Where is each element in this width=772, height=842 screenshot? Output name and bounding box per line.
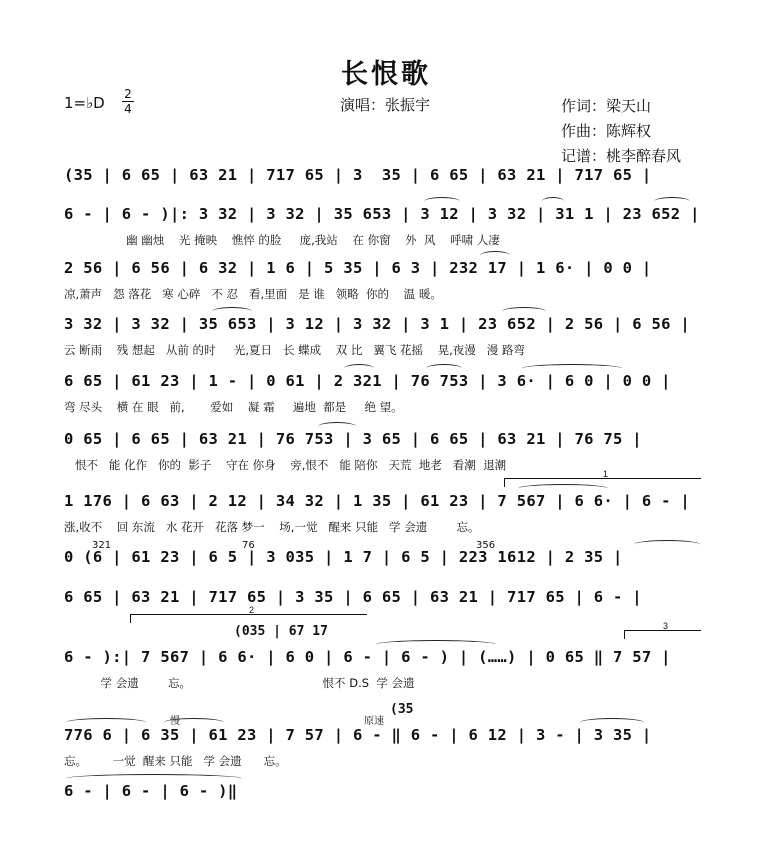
grace-note: 356 bbox=[476, 540, 496, 551]
slur-mark bbox=[376, 640, 496, 649]
notation-line: 6 65 | 63 21 | 717 65 | 3 35 | 6 65 | 63 21 | 717 65 | 6 - | bbox=[64, 588, 642, 606]
volta-number: 2 bbox=[249, 605, 255, 615]
slur-mark bbox=[66, 774, 242, 783]
time-signature-top: 2 bbox=[124, 87, 132, 101]
notation-line: 0 65 | 6 65 | 63 21 | 76 753 | 3 65 | 6 65 | 63 21 | 76 75 | bbox=[64, 430, 642, 448]
original-lead-notation: (35 bbox=[390, 702, 414, 717]
key-signature: 1=♭D bbox=[64, 94, 105, 112]
notation-line: 3 32 | 3 32 | 35 653 | 3 12 | 3 32 | 3 1 | 23 652 | 2 56 | 6 56 | bbox=[64, 315, 691, 333]
volta-number: 1 bbox=[603, 469, 609, 479]
notation-line: 1 176 | 6 63 | 2 12 | 34 32 | 1 35 | 61 23 | 7 567 | 6 6· | 6 - | bbox=[64, 492, 691, 510]
time-signature bbox=[122, 88, 134, 115]
lyricist-credit: 作词：梁天山 bbox=[561, 97, 652, 115]
slur-mark bbox=[580, 718, 644, 727]
lyric-line: 学 会遗 忘。 恨不 D.S 学 会遗 bbox=[64, 676, 415, 690]
slur-mark bbox=[654, 197, 690, 206]
tempo-original-mark: 原速 bbox=[364, 716, 384, 727]
volta-bracket-2 bbox=[130, 605, 367, 623]
lyric-line: 云 断雨 残 想起 从前 的时 光,夏日 长 蝶成 双 比 翼飞 花摇 晃,夜漫 漫 路弯 bbox=[64, 343, 525, 357]
slur-mark bbox=[542, 197, 564, 206]
lyric-line: 弯 尽头 横 在 眼 前, 爱如 凝 霜 遍地 都是 绝 望。 bbox=[64, 400, 403, 414]
notation-line: 6 65 | 61 23 | 1 - | 0 61 | 2 321 | 76 753 | 3 6· | 6 0 | 0 0 | bbox=[64, 372, 671, 390]
singer-credit: 演唱：张振宇 bbox=[340, 96, 431, 114]
slur-mark bbox=[318, 422, 356, 431]
slur-mark bbox=[522, 364, 622, 373]
slur-mark bbox=[212, 307, 252, 316]
lyric-line: 幽 幽烛 光 掩映 憔悴 的脸 庞,我站 在 你窗 外 风 呼啸 人凄 bbox=[64, 233, 500, 247]
notation-line: (35 | 6 65 | 63 21 | 717 65 | 3 35 | 6 65 | 63 21 | 717 65 | bbox=[64, 166, 652, 184]
slur-mark bbox=[480, 251, 510, 260]
lyric-line: 忘。 一觉 醒来 只能 学 会遗 忘。 bbox=[64, 754, 287, 768]
slur-mark bbox=[164, 718, 224, 727]
grace-note: 76 bbox=[242, 540, 255, 551]
lyric-line: 凉,萧声 怨 落花 寒 心碎 不 忍 看,里面 是 谁 领略 你的 温 暖。 bbox=[64, 287, 442, 301]
notation-line: 776 6 | 6 35 | 61 23 | 7 57 | 6 - ‖ 6 - | 6 12 | 3 - | 3 35 | bbox=[64, 726, 652, 744]
song-title: 长恨歌 bbox=[341, 59, 431, 90]
notation-line: 2 56 | 6 56 | 6 32 | 1 6 | 5 35 | 6 3 | 232 17 | 1 6· | 0 0 | bbox=[64, 259, 652, 277]
notation-line: 0 (6 | 61 23 | 6 5 | 3 035 | 1 7 | 6 5 | 223 1612 | 2 35 | bbox=[64, 548, 623, 566]
slur-mark bbox=[518, 484, 608, 493]
tempo-slow-mark: 慢 bbox=[170, 716, 180, 727]
notation-line: 6 - | 6 - )|: 3 32 | 3 32 | 35 653 | 3 12 | 3 32 | 31 1 | 23 652 | bbox=[64, 205, 700, 223]
volta-number: 3 bbox=[663, 621, 669, 631]
slur-mark bbox=[502, 307, 546, 316]
notation-line: 6 - | 6 - | 6 - )‖ bbox=[64, 782, 238, 800]
grace-note: 321 bbox=[92, 540, 112, 551]
slur-mark bbox=[634, 540, 700, 549]
lyric-line: 涨,收不 回 东流 水 花开 花落 梦一 场,一觉 醒来 只能 学 会遗 忘。 bbox=[64, 520, 480, 534]
time-signature-bottom: 4 bbox=[124, 102, 132, 116]
credits-block bbox=[561, 94, 681, 169]
slur-mark bbox=[424, 197, 460, 206]
lyric-line: 恨不 能 化作 你的 影子 守在 你身 旁,恨不 能 陪你 天荒 地老 看潮 退潮 bbox=[64, 458, 507, 472]
slur-mark bbox=[344, 364, 374, 373]
interlude-notation: (035 | 67 17 bbox=[234, 624, 328, 639]
slur-mark bbox=[66, 718, 146, 727]
composer-credit: 作曲：陈辉权 bbox=[561, 122, 652, 140]
transcriber-credit: 记谱：桃李醉春风 bbox=[561, 147, 682, 165]
notation-line: 6 - ):| 7 567 | 6 6· | 6 0 | 6 - | 6 - ) | (……) | 0 65 ‖ 7 57 | bbox=[64, 648, 671, 666]
slur-mark bbox=[426, 364, 462, 373]
volta-bracket-3 bbox=[624, 621, 701, 639]
